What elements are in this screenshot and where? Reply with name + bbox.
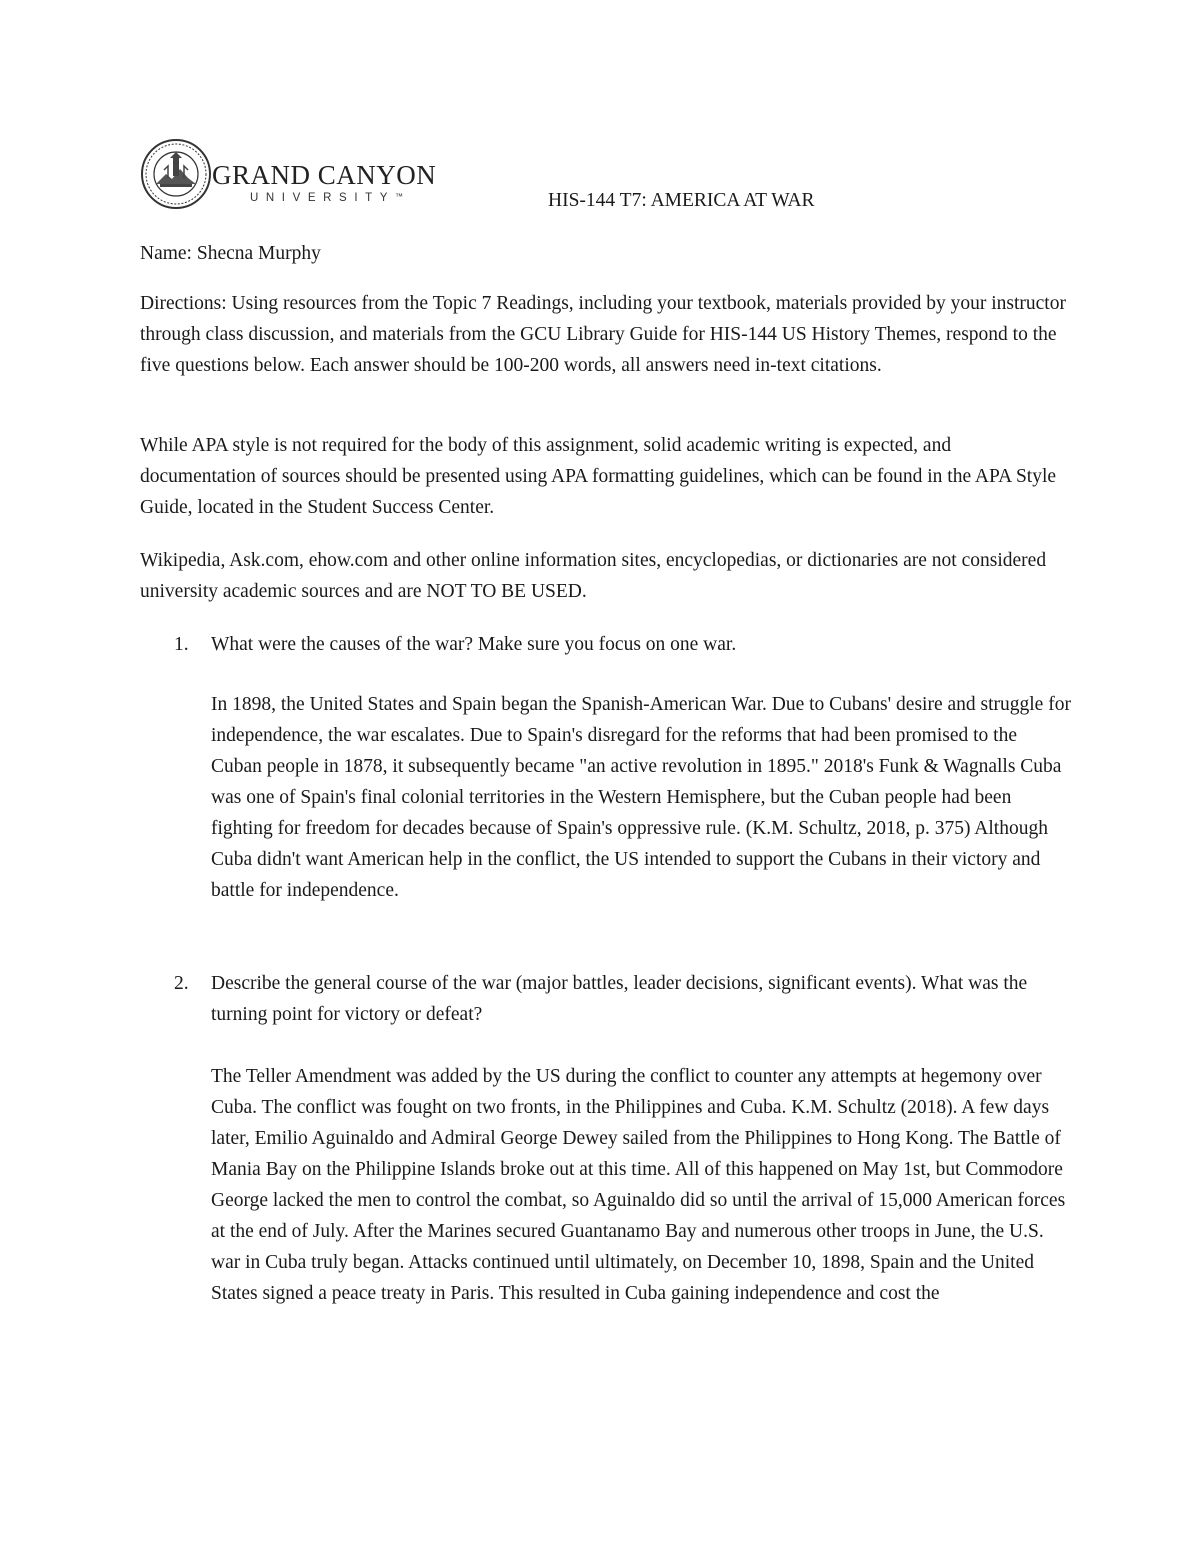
apa-note-paragraph: While APA style is not required for the body of this assignment, solid academic writing is expected, and documentation of sources should be presented using APA formatting guidelines, which can be found in the APA Style Guide, located in the Student Success Center. — [140, 435, 1057, 518]
university-seal-icon — [140, 138, 212, 210]
answer-text: The Teller Amendment was added by the US during the conflict to counter any attempts at hegemony over Cuba. The conflict was fought on two fronts, in the Philippines and Cuba. K.M. Schultz (2018). A few days later, Emilio Aguinaldo and Admiral George Dewey sailed from the Philippines to Hong Kong. The Battle of Mania Bay on the Philippine Islands broke out at this time. All of this happened on May 1st, but Commodore George lacked the men to control the combat, so Aguinaldo did so until the arrival of 15,000 American forces at the end of July. After the Marines secured Guantanamo Bay and numerous other troops in June, the U.S. war in Cuba truly began. Attacks continued until ultimately, on December 10, 1898, Spain and the United States signed a peace treaty in Paris. This resulted in Cuba gaining independence and cost the — [211, 1066, 1066, 1304]
wordmark-line-1: GRAND CANYON — [212, 160, 437, 190]
question-number: 2. — [174, 973, 189, 994]
sources-warning-paragraph: Wikipedia, Ask.com, ehow.com and other online information sites, encyclopedias, or dictionaries are not considered university academic sources and are NOT TO BE USED. — [140, 550, 1047, 602]
document-title: HIS-144 T7: AMERICA AT WAR — [548, 190, 815, 211]
answer-text: In 1898, the United States and Spain began the Spanish-American War. Due to Cubans' desire and struggle for independence, the war escalates. Due to Spain's disregard for the reforms that had been promised to the Cuban people in 1878, it subsequently became "an active revolution in 1895." 2018's Funk & Wagnalls Cuba was one of Spain's final colonial territories in the Western Hemisphere, but the Cuban people had been fighting for freedom for decades because of Spain's oppressive rule. (K.M. Schultz, 2018, p. 375) Although Cuba didn't want American help in the conflict, the US intended to support the Cubans in their victory and battle for independence. — [211, 694, 1071, 901]
student-name-line: Name: Shecna Murphy — [140, 243, 321, 264]
document-header — [140, 138, 1040, 218]
question-number: 1. — [174, 634, 189, 655]
wordmark-line-2: UNIVERSITY™ — [250, 192, 404, 204]
university-logo — [140, 138, 445, 214]
directions-paragraph: Directions: Using resources from the Topic 7 Readings, including your textbook, materials provided by your instructor through class discussion, and materials from the GCU Library Guide for HIS-144 US History Themes, respond to the five questions below. Each answer should be 100-200 words, all answers need in-text citations. — [140, 293, 1066, 376]
university-wordmark — [212, 160, 452, 214]
question-text: Describe the general course of the war (major battles, leader decisions, significant events). What was the turning point for victory or defeat? — [211, 973, 1028, 1025]
question-text: What were the causes of the war? Make sure you focus on one war. — [211, 634, 737, 655]
